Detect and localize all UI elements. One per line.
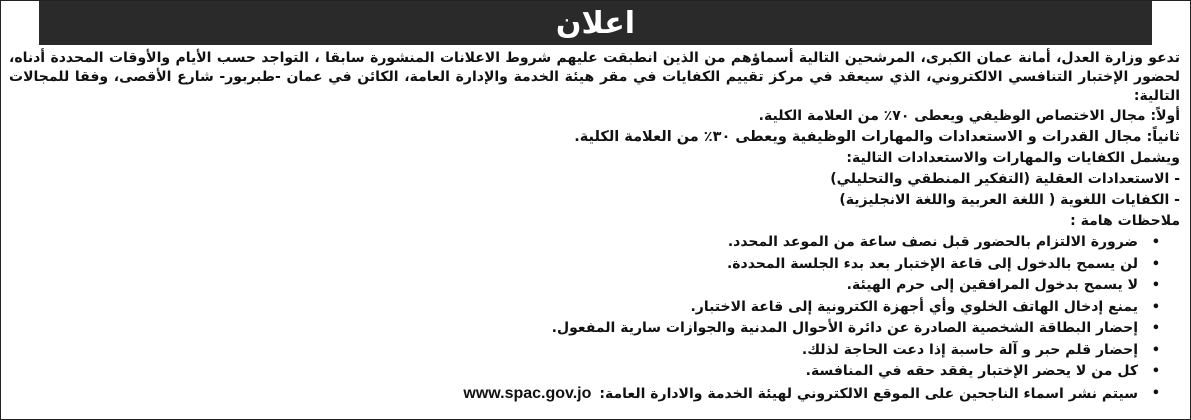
note-item: • سيتم نشر اسماء الناجحين على الموقع الالكتروني لهيئة الخدمة والادارة العامة:www.spac.gov.jo [9,383,1160,406]
note-item: • ضرورة الالتزام بالحضور قبل نصف ساعة من الموعد المحدد. [9,232,1160,254]
announcement-body [9,49,1180,419]
bullet-icon: • [1151,385,1160,401]
note-item: • لن يسمح بالدخول إلى قاعة الإختبار بعد بدء الجلسة المحددة. [9,254,1160,276]
note-item: • يمنع إدخال الهاتف الخلوي وأي أجهزة الكترونية إلى قاعة الاختبار. [9,297,1160,319]
title-banner [39,1,1152,45]
bullet-icon: • [1151,235,1160,250]
website-link[interactable]: www.spac.gov.jo [463,384,592,402]
notes-heading: ملاحظات هامة : [1070,213,1180,229]
notes-list [9,232,1180,405]
bullet-icon: • [1151,256,1160,272]
field-2: ثانياً: مجال القدرات و الاستعدادات والمهارات الوظيفية ويعطى ٣٠٪ من العلامة الكلية. [574,129,1180,145]
bullet-icon: • [1151,321,1160,336]
includes-heading: ويشمل الكفايات والمهارات والاستعدادات التالية: [846,150,1180,166]
bullet-icon: • [1151,299,1160,315]
bullet-icon: • [1151,342,1160,358]
bullet-icon: • [1151,278,1160,293]
intro-paragraph: تدعو وزارة العدل، أمانة عمان الكبرى، المرشحين التالية أسماؤهم من الذين انطبقت عليهم شروط الاعلانات المنشورة سابقا ، التواجد حسب الأيام والأوقات المحددة أدناه، لحضور الإختبار التنافسي الالكتروني، الذي سيعقد في مركز تقييم الكفايات في مقر هيئة الخدمة والإدارة العامة، الكائن في عمان -طبربور- شارع الأقصى، وفقا للمجالات التالية: [9,50,1180,104]
competency-item-2: - الكفايات اللغوية ( اللغة العربية واللغة الانجليزية) [839,192,1180,208]
note-item: • كل من لا يحضر الإختبار يفقد حقه في المنافسة. [9,361,1160,383]
bullet-icon: • [1151,364,1160,379]
page-title: اعلان [555,5,636,41]
competency-item-1: - الاستعدادات العقلية (التفكير المنطقي والتحليلي) [830,171,1180,187]
note-item: • إحضار البطاقة الشخصية الصادرة عن دائرة الأحوال المدنية والجوازات سارية المفعول. [9,318,1160,340]
note-item: • لا يسمح بدخول المرافقين إلى حرم الهيئة. [9,275,1160,297]
note-item: • إحضار قلم حبر و آلة حاسبة إذا دعت الحاجة لذلك. [9,340,1160,362]
field-1: أولاً: مجال الاختصاص الوظيفي ويعطى ٧٠٪ من العلامة الكلية. [758,108,1180,124]
